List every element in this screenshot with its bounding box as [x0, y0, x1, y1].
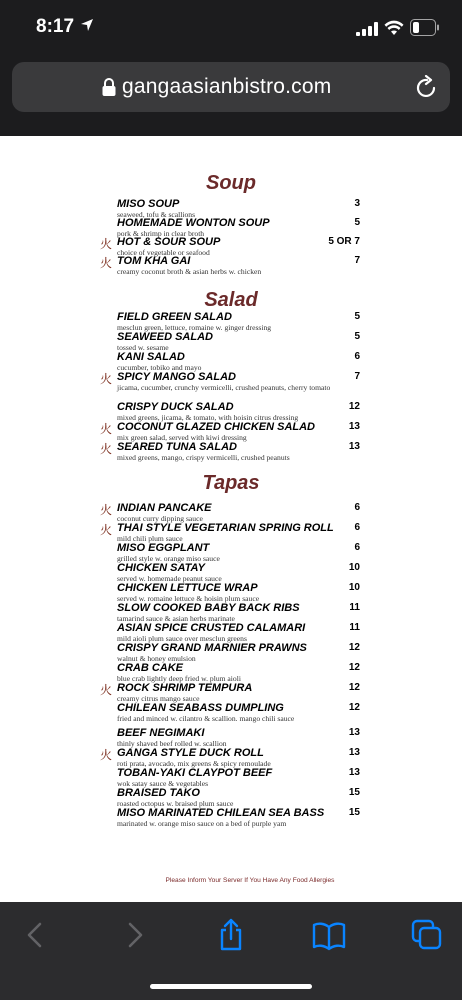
spicy-icon: 火 — [100, 256, 113, 270]
menu-item-price: 5 — [354, 217, 360, 228]
menu-item-description: pork & shrimp in clear broth — [117, 229, 205, 238]
forward-icon[interactable] — [117, 918, 151, 952]
menu-item-price: 10 — [348, 582, 360, 593]
menu-item-price: 3 — [354, 198, 360, 209]
menu-item-price: 6 — [354, 522, 360, 533]
menu-item-description: roti prata, avocado, mix greens & spicy remoulade — [117, 759, 271, 768]
menu-item-description: walnut & honey emulsion — [117, 654, 196, 663]
menu-item-description: wok satay sauce & vegetables — [117, 779, 209, 788]
url-text[interactable]: gangaasianbistro.com — [122, 75, 332, 98]
menu-item-description: cucumber, tobiko and mayo — [117, 363, 202, 372]
menu-item-description: jicama, cucumber, crunchy vermicelli, crushed peanuts, cherry tomato — [117, 383, 331, 392]
menu-item-price: 5 — [354, 331, 360, 342]
menu-item-description: roasted octopus w. braised plum sauce — [117, 799, 234, 808]
menu-item-name: SEAWEED SALAD — [117, 331, 213, 343]
menu-item-description: mixed greens, jicama, & tomato, with hoisin citrus dressing — [117, 413, 299, 422]
menu-item-name: TOBAN-YAKI CLAYPOT BEEF — [117, 767, 273, 779]
menu-item-description: creamy coconut broth & asian herbs w. chicken — [117, 267, 262, 276]
spicy-icon: 火 — [100, 237, 113, 251]
menu-item-price: 13 — [348, 727, 360, 738]
bookmarks-icon[interactable] — [312, 918, 346, 952]
menu-item-price: 5 — [354, 311, 360, 322]
menu-item-price: 7 — [354, 255, 360, 266]
battery-icon — [410, 19, 440, 36]
menu-item-price: 11 — [349, 602, 360, 613]
menu-item-name: BEEF NEGIMAKI — [117, 727, 205, 739]
section-title-salad: Salad — [204, 289, 258, 311]
menu-item-description: tossed w. sesame — [117, 343, 169, 352]
menu-item-name: TOM KHA GAI — [117, 255, 191, 267]
status-time: 8:17 — [36, 16, 75, 37]
address-bar[interactable] — [12, 62, 450, 112]
menu-item-price: 13 — [348, 747, 360, 758]
menu-item-description: coconut curry dipping sauce — [117, 514, 203, 523]
menu-item-name: CHICKEN SATAY — [117, 562, 205, 574]
lock-icon — [102, 78, 116, 96]
menu-item-name: CHICKEN LETTUCE WRAP — [117, 582, 258, 594]
menu-item-description: marinated w. orange miso sauce on a bed of purple yam — [117, 819, 287, 828]
home-indicator[interactable] — [150, 984, 312, 989]
menu-item-price: 13 — [348, 441, 360, 452]
spicy-icon: 火 — [100, 422, 113, 436]
menu-item-name: ROCK SHRIMP TEMPURA — [117, 682, 253, 694]
menu-item-description: grilled style w. orange miso sauce — [117, 554, 220, 563]
menu-item-price: 7 — [354, 371, 360, 382]
menu-item-price: 12 — [348, 642, 360, 653]
section-title-tapas: Tapas — [202, 472, 260, 494]
menu-item-price: 6 — [354, 502, 360, 513]
menu-item-name: CHILEAN SEABASS DUMPLING — [117, 702, 284, 714]
menu-item-description: mild aioli plum sauce over mesclun greens — [117, 634, 247, 643]
menu-item-name: MISO MARINATED CHILEAN SEA BASS — [117, 807, 325, 819]
spicy-icon: 火 — [100, 442, 113, 456]
allergy-note: Please Inform Your Server If You Have Any Food Allergies — [165, 877, 335, 884]
menu-item-description: thinly shaved beef rolled w. scallion — [117, 739, 227, 748]
menu-item-name: BRAISED TAKO — [117, 787, 200, 799]
menu-item-description: mixed greens, mango, crispy vermicelli, crushed peanuts — [117, 453, 290, 462]
spicy-icon: 火 — [100, 503, 113, 517]
menu-item-description: seaweed, tofu & scallions — [117, 210, 196, 219]
menu-item-price: 5 OR 7 — [328, 236, 360, 247]
menu-item-description: fried and minced w. cilantro & scallion. mango chili sauce — [117, 714, 295, 723]
menu-item-price: 13 — [348, 421, 360, 432]
menu-item-price: 12 — [348, 702, 360, 713]
section-title-soup: Soup — [206, 172, 256, 194]
wifi-icon — [384, 20, 404, 36]
menu-item-name: MISO SOUP — [117, 198, 180, 210]
menu-page — [0, 136, 462, 902]
menu-item-name: SPICY MANGO SALAD — [117, 371, 236, 383]
location-arrow-icon — [80, 18, 94, 32]
share-icon[interactable] — [214, 918, 248, 952]
menu-item-price: 6 — [354, 542, 360, 553]
back-icon[interactable] — [19, 918, 53, 952]
menu-item-description: mild chili plum sauce — [117, 534, 183, 543]
menu-item-price: 12 — [348, 662, 360, 673]
menu-item-name: INDIAN PANCAKE — [117, 502, 212, 514]
menu-item-description: tamarind sauce & asian herbs marinate — [117, 614, 235, 623]
reload-icon[interactable] — [416, 75, 438, 99]
tabs-icon[interactable] — [410, 918, 444, 952]
menu-item-name: COCONUT GLAZED CHICKEN SALAD — [117, 421, 315, 433]
menu-item-description: blue crab lightly deep fried w. plum aioli — [117, 674, 241, 683]
menu-item-name: ASIAN SPICE CRUSTED CALAMARI — [117, 622, 306, 634]
menu-item-description: choice of vegetable or seafood — [117, 248, 210, 257]
menu-item-name: HOMEMADE WONTON SOUP — [117, 217, 270, 229]
menu-item-price: 13 — [348, 767, 360, 778]
menu-item-price: 11 — [349, 622, 360, 633]
menu-item-name: SLOW COOKED BABY BACK RIBS — [117, 602, 300, 614]
menu-item-name: FIELD GREEN SALAD — [117, 311, 232, 323]
menu-item-name: CRISPY DUCK SALAD — [117, 401, 234, 413]
cellular-signal-icon — [356, 22, 378, 36]
status-bar — [0, 0, 462, 58]
menu-item-name: CRAB CAKE — [117, 662, 183, 674]
menu-item-price: 12 — [348, 401, 360, 412]
menu-item-name: CRISPY GRAND MARNIER PRAWNS — [117, 642, 307, 654]
menu-item-name: GANGA STYLE DUCK ROLL — [117, 747, 264, 759]
spicy-icon: 火 — [100, 683, 113, 697]
menu-item-name: THAI STYLE VEGETARIAN SPRING ROLL — [117, 522, 334, 534]
menu-item-price: 10 — [348, 562, 360, 573]
menu-item-name: SEARED TUNA SALAD — [117, 441, 237, 453]
menu-item-description: mix green salad, served with kiwi dressing — [117, 433, 247, 442]
menu-item-price: 12 — [348, 682, 360, 693]
menu-item-name: MISO EGGPLANT — [117, 542, 210, 554]
menu-item-price: 15 — [348, 807, 360, 818]
spicy-icon: 火 — [100, 748, 113, 762]
spicy-icon: 火 — [100, 372, 113, 386]
menu-item-price: 15 — [348, 787, 360, 798]
spicy-icon: 火 — [100, 523, 113, 537]
menu-item-description: creamy citrus mango sauce — [117, 694, 200, 703]
menu-item-description: served w. homemade peanut sauce — [117, 574, 222, 583]
menu-item-description: mesclun green, lettuce, romaine w. ginger dressing — [117, 323, 272, 332]
menu-item-name: KANI SALAD — [117, 351, 185, 363]
menu-item-price: 6 — [354, 351, 360, 362]
menu-item-description: served w. romaine lettuce & hoisin plum sauce — [117, 594, 260, 603]
menu-item-name: HOT & SOUR SOUP — [117, 236, 221, 248]
